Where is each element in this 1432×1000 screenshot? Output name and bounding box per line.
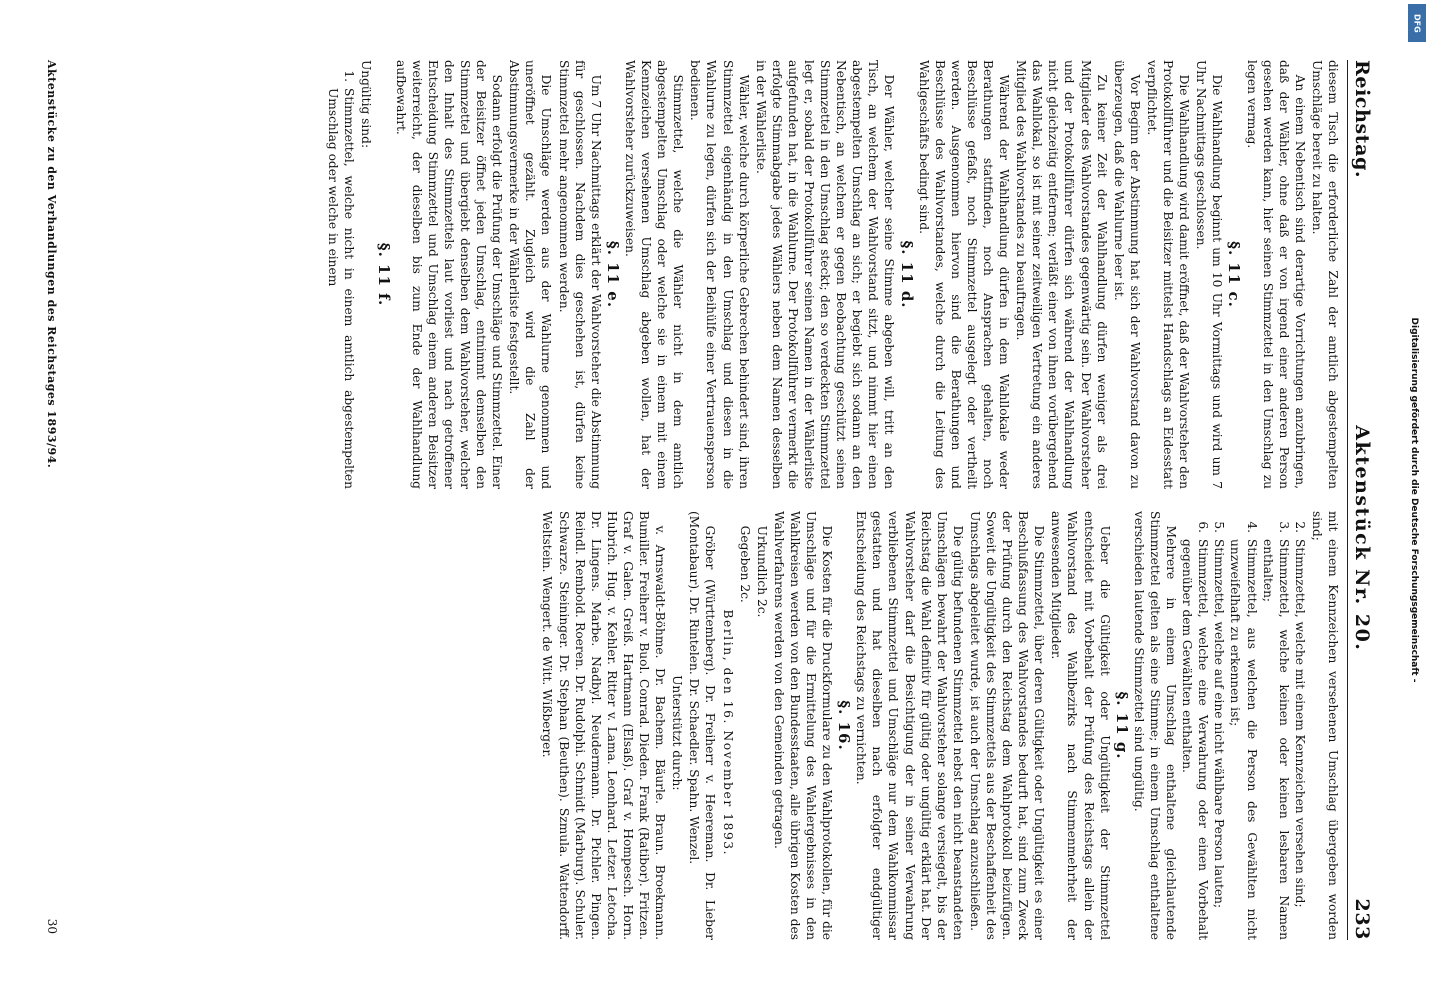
digitization-credit: Digitalisierung gefördert durch die Deutsche Forschungsgemeinschaft - [1409,317,1419,683]
list-text: Stimmzettel, welche nicht in einem amtlich abgestempelten Umschlag oder welche in einem [326,88,357,489]
section-heading-11g: §. 11 g. [1112,691,1131,760]
section-heading-11e: §. 11 e. [603,240,622,309]
list-text: Stimmzettel, welche auf eine nicht wählbare Person lauten; [1212,539,1227,909]
rotated-page-content [41,40,1391,960]
paragraph: Gegeben 2c. [737,525,752,603]
column-right [151,511,1341,940]
page-number: 233 [1351,898,1373,940]
list-text: Stimmzettel, welche mit einem Kennzeichen versehen sind; [1292,539,1307,908]
signatories: Gröber (Württemberg). Dr. Freiherr v. Heereman. Dr. Lieber (Montabaur). Dr. Rintelen. Dr. Schaedler. Spahn. Wenzel. [687,511,718,940]
list-number: 3. [1276,521,1291,533]
list-number: 1. [342,70,357,82]
list-text: Stimmzettel, aus welchen die Person des Gewählten nicht unzweifelhaft zu erkennen ist; [1228,539,1259,940]
header-left: Reichstag. [1351,60,1373,179]
paragraph: diesem Tisch die erforderliche Zahl der amtlich abgestempelten Umschläge bereit zu halten. [1309,60,1340,489]
supporters-list: v. Arnswaldt-Böhme. Dr. Bachem. Bäurle. Braun. Broekmann. Bumiller. Freiherr v. Buol. Conrad. Dieden. Frank (Ratibor). Fritzen. Graf v. Galen. Greiß. Hartmann (Elsaß). Graf v. Hompesch. Horn. Hubrich. Hug. v. Kehler. Ritter v. Lama. Leonhard. Letzer. Letocha. Dr. Lingens. Marbe. Nadbyl. Neudermann. Dr. Pichler. Pingen. Reindl. Rembold. Roeren. Dr. Rudolphi. Schmidt (Marburg). Schuler. Schwarze. Steininger. Dr. Stephan (Beuthen). Szmula. Wattendorff. Weltstein. Wengert. de Witt. Wißberger. [540,511,668,940]
list-number: 5. [1212,521,1227,533]
paragraph: Die Stimmzettel, über deren Gültigkeit oder Ungültigkeit es einer Beschlußfassung des Wahlvorstandes bedurft hat, sind zum Zweck der Prüfung durch den Reichstag dem Wahlprotokoll beizufügen. Soweit die Ungültigkeit des Stimmzettels aus der Beschaffenheit des Umschlags abgeleitet wurde, ist auch der Umschlag anzuschließen. [967,511,1047,940]
section-heading-11d: §. 11 d. [897,240,916,309]
section-heading-11f: §. 11 f. [374,242,393,307]
paragraph: Um 7 Uhr Nachmittags erklärt der Wahlvorsteher die Abstimmung für geschlossen. Nachdem dies geschehen ist, dürfen keine Stimmzettel mehr angenommen werden. [556,60,603,489]
list-text: Stimmzettel, welche keinen oder keinen lesbaren Namen enthalten; [1260,539,1291,940]
column-left [151,60,1341,489]
paragraph: Urkundlich 2c. [754,525,769,618]
list-item [1179,511,1211,940]
page-header [1347,60,1373,940]
list-number: 2. [1292,521,1307,533]
paragraph: Wähler, welche durch körperliche Gebrechen behindert sind, ihren Stimmzettel eigenhändig in den Umschlag und diesen in die Wahlurne zu legen, dürfen sich der Beihülfe einer Vertrauensperson bedienen. [688,60,751,489]
paragraph: Stimmzettel, welche die Wähler nicht in dem amtlich abgestempelten Umschlag oder welche sie in einem mit einem Kennzeichen versehenen Umschlag abgeben wollen, hat der Wahlvorsteher zurückzuweisen. [622,60,686,489]
list-number: 4. [1244,521,1259,533]
sheet-marker: 30 [45,918,59,934]
paragraph: Die Umschläge werden aus der Wahlurne genommen und uneröffnet gezählt. Zugleich wird die Zahl der Abstimmungsvermerke in der Wählerliste festgestellt. [507,60,554,489]
paragraph: Mehrere in einem Umschlag enthaltene gleichlautende Stimmzettel gelten als eine Stimme; in einem Umschlag enthaltene verschieden lautende Stimmzettel sind ungültig. [1131,511,1179,940]
list-number: 6. [1196,521,1211,533]
section-heading-11c: §. 11 c. [1225,241,1244,308]
list-item [1292,511,1308,940]
list-item [1260,511,1292,940]
date-line: Berlin, den 16. November 1893. [720,609,735,857]
paragraph: Zu keiner Zeit der Wahlhandlung dürfen weniger als drei Mitglieder des Wahlvorstandes gegenwärtig sein. Der Wahlvorsteher und der Protokollführer dürfen sich während der Wahlhandlung nicht gleichzeitig entfernen; verläßt einer von ihnen vorübergehend das Wahllokal, so ist mit seiner zeitweiligen Vertretung ein anderes Mitglied des Wahlvorstandes zu beauftragen. [1014,60,1109,489]
footer-note: Aktenstücke zu den Verhandlungen des Reichstages 1893/94. [45,60,58,469]
paragraph: Während der Wahlhandlung dürfen in dem Wahllokale weder Berathungen stattfinden, noch Ansprachen gehalten, noch Beschlüsse gefaßt, noch Stimmzettel ausgelegt oder vertheilt werden. Ausgenommen hiervon sind die Berathungen und Beschlüsse des Wahlvorstandes, welche durch die Leitung des Wahlgeschäfts bedingt sind. [916,60,1012,489]
paragraph: Die Wahlhandlung beginnt um 10 Uhr Vormittags und wird um 7 Uhr Nachmittags geschlossen. [1194,60,1225,489]
list-item [325,60,357,489]
supported-by-heading: Unterstützt durch: [670,675,685,791]
paragraph: Die gültig befundenen Stimmzettel nebst den nicht beanstandeten Umschlägen bewahrt der Wahlvorsteher solange versiegelt, bis der Reichstag die Wahl definitiv für gültig oder ungültig erklärt hat. Der Wahlvorsteher darf die Besichtigung der in seiner Verwahrung verbliebenen Stimmzettel und Umschläge nur dem Wahlkommissar gestatten und hat dieselben nach erfolgter endgültiger Entscheidung des Reichstags zu vernichten. [854,511,965,940]
list-item [1227,511,1259,940]
text-columns [151,60,1341,940]
paragraph: Vor Beginn der Abstimmung hat sich der Wahlvorstand davon zu überzeugen, daß die Wahlurne leer ist. [1111,60,1142,489]
list-text: Stimmzettel, welche eine Verwahrung oder einen Vorbehalt gegenüber dem Gewählten enthalten. [1180,539,1211,940]
paragraph: Die Kosten für die Druckformulare zu den Wahlprotokollen, für die Umschläge und für die Ermittelung des Wahlergebnisses in den Wahlkreisen werden von den Bundesstaaten, alle übrigen Kosten des Wahlverfahrens werden von den Gemeinden getragen. [771,511,835,940]
paragraph: Ueber die Gültigkeit oder Ungültigkeit der Stimmzettel entscheidet mit Vorbehalt der Prüfung des Reichstags allein der Wahlvorstand des Wahlbezirks nach Stimmenmehrheit der anwesenden Mitglieder. [1049,511,1112,940]
paragraph: Der Wähler, welcher seine Stimme abgeben will, tritt an den Tisch, an welchem der Wahlvorstand sitzt, und nimmt hier einen abgestempelten Umschlag an sich; er begiebt sich sodann an den Nebentisch, an welchem er gegen Beobachtung geschützt seinen Stimmzettel in den Umschlag steckt; den so verdeckten Stimmzettel legt er, sobald der Protokollführer seinen Namen in der Wählerliste aufgefunden hat, in die Wahlurne. Der Protokollführer vermerkt die erfolgte Stimmabgabe jedes Wählers neben dem Namen desselben in der Wählerliste. [753,60,897,489]
paragraph: Sodann erfolgt die Prüfung der Umschläge und Stimmzettel. Einer der Beisitzer öffnet jeden Umschlag, entnimmt demselben den Stimmzettel und übergiebt denselben dem Wahlvorsteher, welcher den Inhalt des Stimmzettels laut vorliest und nach getroffener Entscheidung Stimmzettel und Umschlag einem anderen Beisitzer weiterreicht, der dieselben bis zum Ende der Wahlhandlung aufbewahrt. [393,60,505,489]
dfg-logo: DFG [1408,4,1426,42]
header-center: Aktenstück Nr. 20. [1351,425,1373,652]
section-heading-16: §. 16. [835,700,854,751]
list-item [1211,511,1227,940]
paragraph: Die Wahlhandlung wird damit eröffnet, daß der Wahlvorsteher den Protokollführer und die Beisitzer mittelst Handschlags an Eidesstatt verpflichtet. [1144,60,1192,489]
paragraph: mit einem Kennzeichen versehenen Umschlag übergeben worden sind; [1309,511,1340,940]
paragraph: Ungültig sind: [359,60,374,149]
paragraph: An einem Nebentisch sind derartige Vorrichtungen anzubringen, daß der Wähler, ohne daß er von irgend einer anderen Person gesehen werden kann, hier seinen Stimmzettel in den Umschlag zu legen vermag. [1244,60,1307,489]
